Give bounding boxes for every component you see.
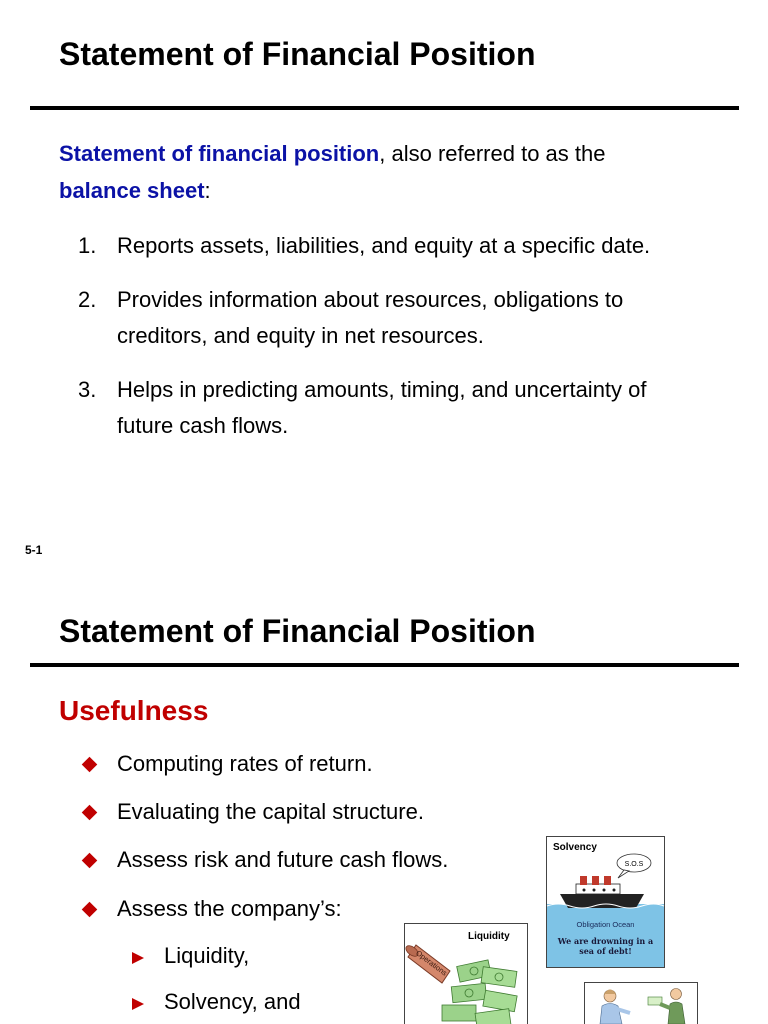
slide2-title: Statement of Financial Position [59,613,536,649]
obligation-ocean-label: Obligation Ocean [576,920,635,929]
slide1-title: Statement of Financial Position [59,36,536,72]
liquidity-card-title: Liquidity [468,931,510,942]
triangle-bullet-icon [132,998,144,1010]
solvency-card-title: Solvency [553,842,597,853]
title-divider [30,663,739,667]
term-balance-sheet: balance sheet [59,178,205,203]
item-number: 3. [78,377,97,402]
triangle-bullet-icon [132,952,144,964]
item-text: Reports assets, liabilities, and equity at a specific date. [117,233,651,258]
item-number: 1. [78,233,97,258]
svg-text:Operations: Operations [414,948,449,978]
intro-paragraph [59,135,719,209]
item-number: 2. [78,287,97,312]
list-item: Computing rates of return. [80,749,373,779]
numbered-item [78,282,698,354]
title-divider [30,106,739,110]
term-statement-of-financial-position: Statement of financial position [59,141,380,166]
liquidity-illustration [404,923,528,1024]
list-item: Assess risk and future cash flows. [80,845,448,875]
usefulness-heading: Usefulness [59,695,209,726]
numbered-item [78,372,698,444]
numbered-item [78,228,718,264]
intro-mid-text: , also referred to as the [379,141,606,166]
diamond-bullet-icon [82,757,98,773]
cash-icon [648,997,662,1005]
item-text: Provides information about resources, obligations to creditors, and equity in net resources. [117,287,624,348]
slide-number: 5-1 [25,543,43,557]
solvency-caption: We are drowning in a sea of debt! [557,936,654,956]
sub-list-item: Solvency, and [130,987,301,1017]
list-item: Evaluating the capital structure. [80,797,424,827]
list-item: Assess the company’s: [80,894,342,924]
sos-text: S.O.S [624,861,644,868]
solvency-illustration [546,836,665,968]
people-illustration [584,982,698,1024]
diamond-bullet-icon [82,902,98,918]
intro-end-text: : [204,178,211,203]
diamond-bullet-icon [82,853,98,869]
diamond-bullet-icon [82,805,98,821]
item-text: Helps in predicting amounts, timing, and uncertainty of future cash flows. [117,377,647,438]
sub-list-item: Liquidity, [130,941,249,971]
